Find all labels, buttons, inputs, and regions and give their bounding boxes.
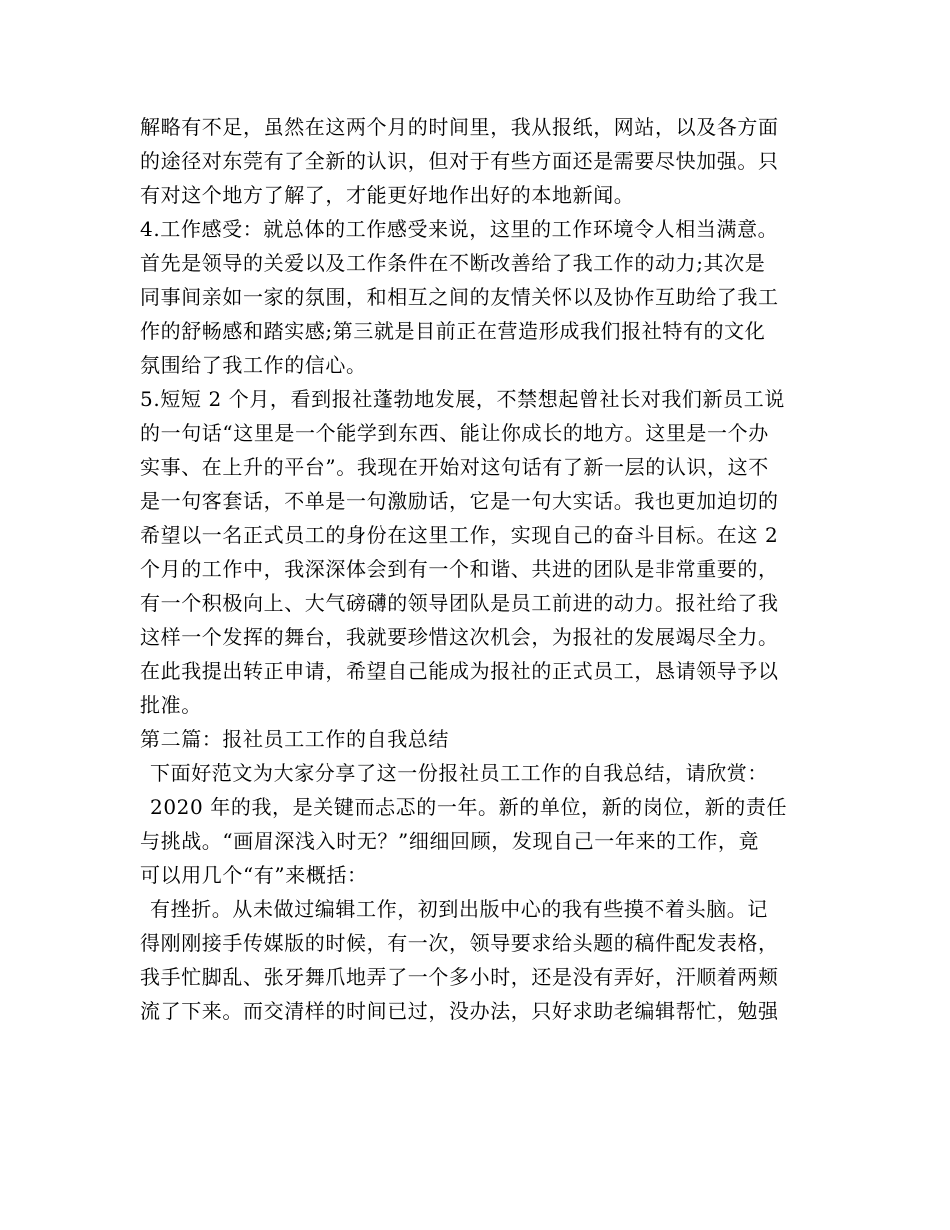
text-line: 同事间亲如一家的氛围，和相互之间的友情关怀以及协作互助给了我工 (140, 285, 779, 309)
text-line: 的途径对东莞有了全新的认识，但对于有些方面还是需要尽快加强。只 (140, 149, 779, 173)
text-line: 得刚刚接手传媒版的时候，有一次，领导要求给头题的稿件配发表格， (140, 931, 779, 955)
text-line: 在此我提出转正申请，希望自己能成为报社的正式员工，恳请领导予以 (140, 659, 779, 683)
text-line: 2020 年的我，是关键而忐忑的一年。新的单位，新的岗位，新的责任 (150, 795, 788, 819)
text-line: 5.短短 2 个月，看到报社蓬勃地发展，不禁想起曾社长对我们新员工说 (140, 387, 785, 411)
text-line: 的一句话“这里是一个能学到东西、能让你成长的地方。这里是一个办 (140, 421, 769, 445)
text-line: 有对这个地方了解了，才能更好地作出好的本地新闻。 (140, 183, 635, 207)
text-line: 解略有不足，虽然在这两个月的时间里，我从报纸，网站，以及各方面 (140, 115, 779, 139)
text-line: 个月的工作中，我深深体会到有一个和谐、共进的团队是非常重要的， (140, 557, 779, 581)
text-line: 希望以一名正式员工的身份在这里工作，实现自己的奋斗目标。在这 2 (140, 523, 779, 547)
section-heading: 第二篇：报社员工工作的自我总结 (140, 727, 449, 751)
text-line: 下面好范文为大家分享了这一份报社员工工作的自我总结，请欣赏： (150, 761, 768, 785)
text-line: 实事、在上升的平台”。我现在开始对这句话有了新一层的认识，这不 (140, 455, 769, 479)
text-line: 作的舒畅感和踏实感;第三就是目前正在营造形成我们报社特有的文化 (140, 319, 766, 343)
text-line: 流了下来。而交清样的时间已过，没办法，只好求助老编辑帮忙，勉强 (140, 999, 779, 1023)
text-line: 与挑战。“画眉深浅入时无？”细细回顾，发现自己一年来的工作，竟 (140, 829, 760, 853)
text-line: 是一句客套话，不单是一句激励话，它是一句大实话。我也更加迫切的 (140, 489, 779, 513)
text-line: 有挫折。从未做过编辑工作，初到出版中心的我有些摸不着头脑。记 (150, 897, 768, 921)
text-line: 这样一个发挥的舞台，我就要珍惜这次机会，为报社的发展竭尽全力。 (140, 625, 779, 649)
text-line: 氛围给了我工作的信心。 (140, 353, 367, 377)
text-line: 首先是领导的关爱以及工作条件在不断改善给了我工作的动力;其次是 (140, 251, 766, 275)
text-line: 可以用几个“有”来概括： (140, 863, 368, 887)
text-line: 4.工作感受：就总体的工作感受来说，这里的工作环境令人相当满意。 (140, 217, 779, 241)
text-line: 我手忙脚乱、张牙舞爪地弄了一个多小时，还是没有弄好，汗顺着两颊 (140, 965, 779, 989)
text-line: 有一个积极向上、大气磅礴的领导团队是员工前进的动力。报社给了我 (140, 591, 779, 615)
text-line: 批准。 (140, 693, 202, 717)
document-body (140, 110, 820, 1028)
